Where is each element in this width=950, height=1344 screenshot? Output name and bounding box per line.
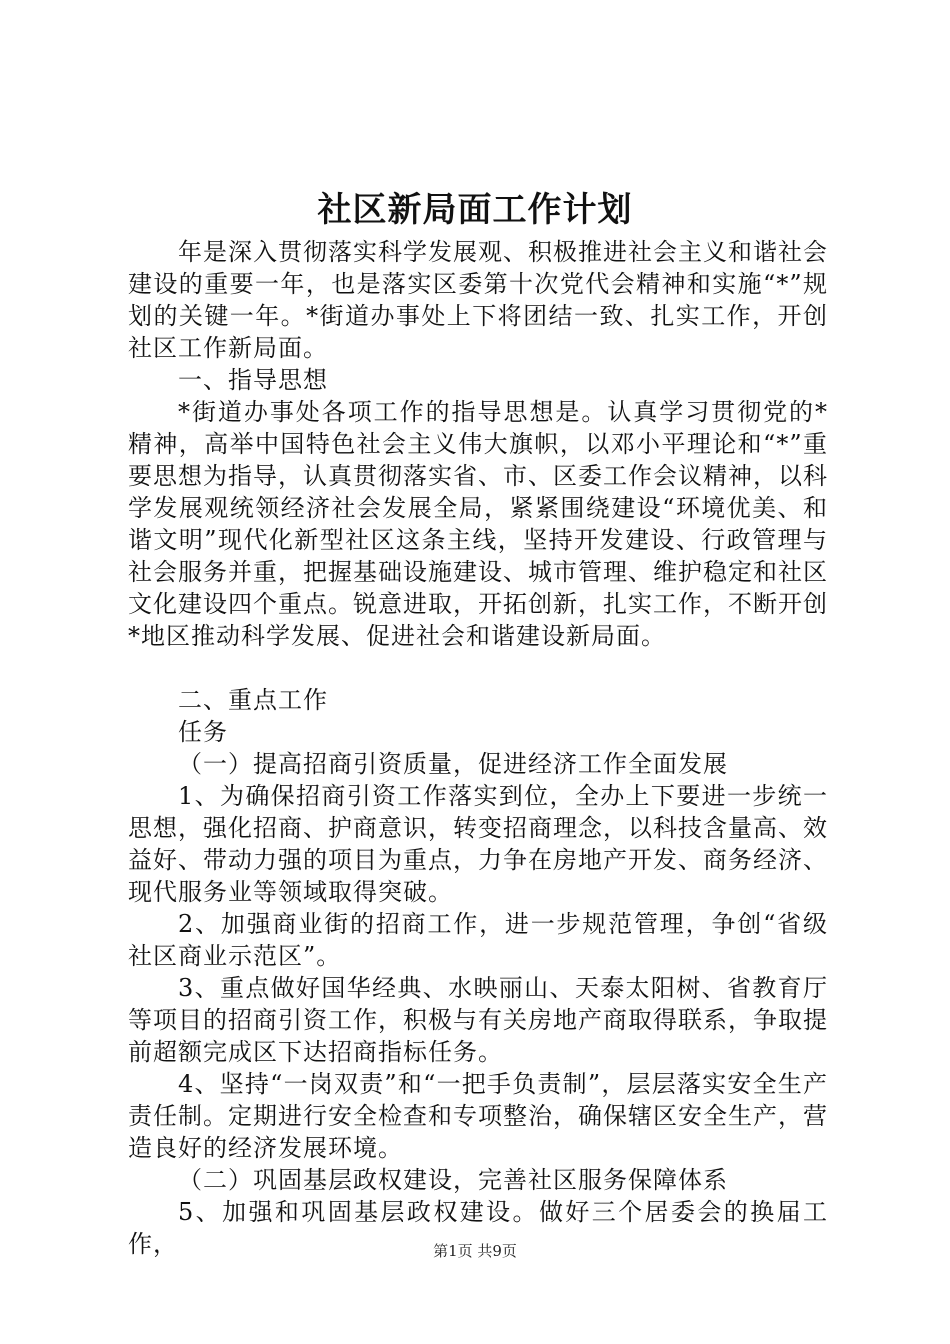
item-3-paragraph: 3、重点做好国华经典、水映丽山、天泰太阳树、省教育厅等项目的招商引资工作，积极与有关房地产商取得联系，争取提前超额完成区下达招商指标任务。	[128, 974, 828, 1066]
subsection-heading-grassroots: （二）巩固基层政权建设，完善社区服务保障体系	[178, 1166, 728, 1194]
guiding-ideology-paragraph: *街道办事处各项工作的指导思想是。认真学习贯彻党的*精神，高举中国特色社会主义伟大旗帜，以邓小平理论和“*”重要思想为指导，认真贯彻落实省、市、区委工作会议精神，以科学发展观统领经济社会发展全局，紧紧围绕建设“环境优美、和谐文明”现代化新型社区这条主线，坚持开发建设、行政管理与社会服务并重，把握基础设施建设、城市管理、维护稳定和社区文化建设四个重点。锐意进取，开拓创新，扎实工作，不断开创*地区推动科学发展、促进社会和谐建设新局面。	[128, 398, 828, 650]
item-2-paragraph: 2、加强商业街的招商工作，进一步规范管理，争创“省级社区商业示范区”。	[128, 910, 828, 970]
item-5-paragraph: 5、加强和巩固基层政权建设。做好三个居委会的换届工作，	[128, 1198, 828, 1258]
section-heading-key-work: 二、重点工作	[178, 686, 328, 714]
document-body	[128, 236, 828, 1260]
task-label: 任务	[178, 718, 228, 746]
item-1-paragraph: 1、为确保招商引资工作落实到位，全办上下要进一步统一思想，强化招商、护商意识，转变招商理念，以科技含量高、效益好、带动力强的项目为重点，力争在房地产开发、商务经济、现代服务业等领域取得突破。	[128, 782, 828, 906]
subsection-heading-investment: （一）提高招商引资质量，促进经济工作全面发展	[178, 750, 728, 778]
document-title: 社区新局面工作计划	[317, 190, 633, 230]
page-number-footer: 第1页 共9页	[433, 1242, 517, 1260]
intro-paragraph: 年是深入贯彻落实科学发展观、积极推进社会主义和谐社会建设的重要一年，也是落实区委第十次党代会精神和实施“*”规划的关键一年。*街道办事处上下将团结一致、扎实工作，开创社区工作新局面。	[128, 238, 828, 362]
item-4-paragraph: 4、坚持“一岗双责”和“一把手负责制”，层层落实安全生产责任制。定期进行安全检查和专项整治，确保辖区安全生产，营造良好的经济发展环境。	[128, 1070, 828, 1162]
section-heading-guiding-ideology: 一、指导思想	[178, 366, 328, 394]
